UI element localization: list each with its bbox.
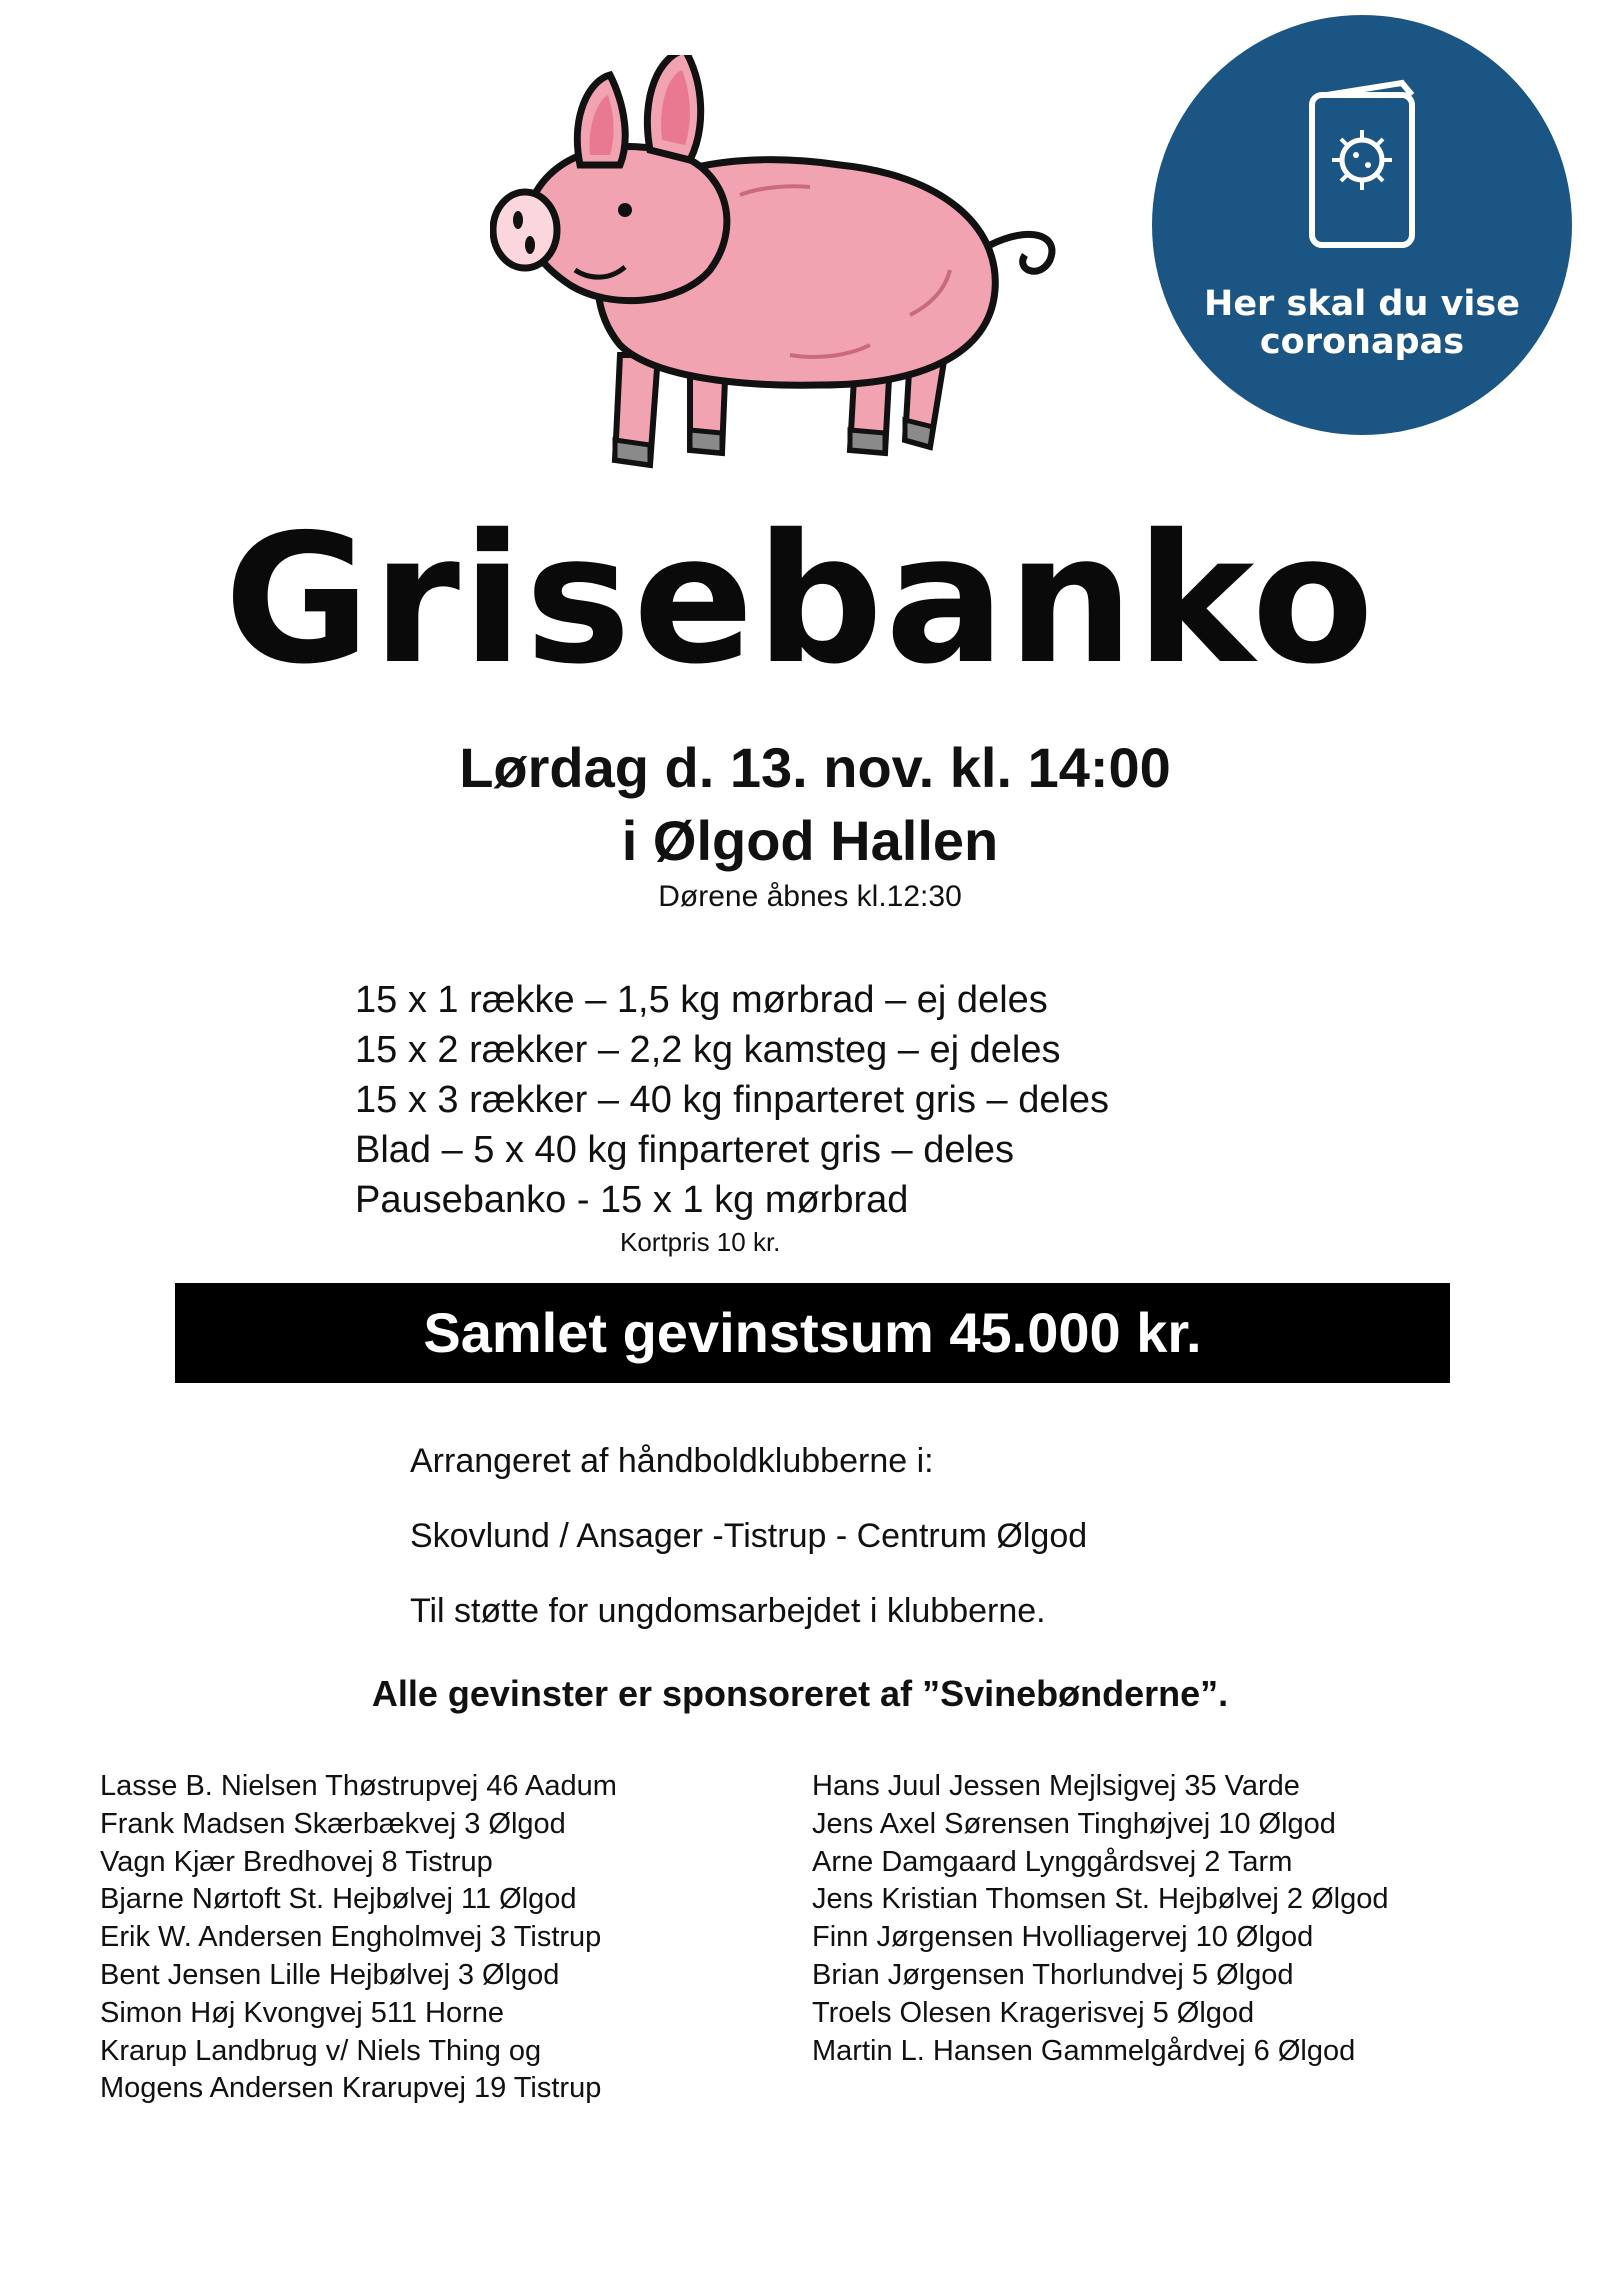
doors-open-time: Dørene åbnes kl.12:30 — [658, 880, 962, 913]
sponsor-item: Vagn Kjær Bredhovej 8 Tistrup — [100, 1845, 493, 1878]
total-prize-text: Samlet gevinstsum 45.000 kr. — [423, 1301, 1202, 1364]
sponsor-item: Krarup Landbrug v/ Niels Thing og — [100, 2034, 542, 2067]
sponsor-item: Martin L. Hansen Gammelgårdvej 6 Ølgod — [812, 2034, 1356, 2067]
prize-row: Blad – 5 x 40 kg finparteret gris – deles — [355, 1129, 1015, 1171]
sponsor-item: Lasse B. Nielsen Thøstrupvej 46 Aadum — [100, 1770, 617, 1802]
sponsors-left-column — [100, 1768, 780, 2108]
sponsor-item: Troels Olesen Kragerisvej 5 Ølgod — [812, 1996, 1255, 2029]
prize-row: 15 x 2 rækker – 2,2 kg kamsteg – ej deles — [355, 1029, 1061, 1071]
badge-line-2: coronapas — [1259, 322, 1465, 362]
badge-text — [1152, 285, 1572, 361]
pig-illustration — [490, 55, 1080, 475]
sponsor-item: Finn Jørgensen Hvolliagervej 10 Ølgod — [812, 1921, 1314, 1954]
sponsor-item: Erik W. Andersen Engholmvej 3 Tistrup — [100, 1921, 602, 1954]
coronapas-passport-icon — [1292, 75, 1432, 275]
sponsor-item: Simon Høj Kvongvej 511 Horne — [100, 1996, 505, 2029]
organizer-info — [410, 1440, 1310, 1665]
total-prize-banner — [175, 1283, 1450, 1383]
organizer-intro: Arrangeret af håndboldklubberne i: — [410, 1442, 934, 1480]
sponsor-statement: Alle gevinster er sponsoreret af ”Svinebønderne”. — [371, 1673, 1229, 1714]
sponsor-item: Frank Madsen Skærbækvej 3 Ølgod — [100, 1807, 566, 1840]
page-title: Grisebanko — [224, 496, 1376, 703]
coronapas-badge — [1152, 15, 1572, 435]
organizer-support: Til støtte for ungdomsarbejdet i klubberne. — [410, 1592, 1046, 1630]
sponsor-item: Jens Axel Sørensen Tinghøjvej 10 Ølgod — [812, 1807, 1336, 1840]
sponsor-item: Mogens Andersen Krarupvej 19 Tistrup — [100, 2072, 602, 2105]
prize-row: 15 x 1 række – 1,5 kg mørbrad – ej deles — [355, 979, 1048, 1021]
sponsor-item: Bjarne Nørtoft St. Hejbølvej 11 Ølgod — [100, 1883, 577, 1916]
sponsor-item: Brian Jørgensen Thorlundvej 5 Ølgod — [812, 1958, 1294, 1991]
badge-line-1: Her skal du vise — [1204, 284, 1520, 324]
organizer-clubs: Skovlund / Ansager -Tistrup - Centrum Ølgod — [410, 1517, 1088, 1555]
sponsor-item: Jens Kristian Thomsen St. Hejbølvej 2 Ølgod — [812, 1883, 1389, 1916]
sponsors-right-column — [812, 1768, 1572, 2070]
event-date: Lørdag d. 13. nov. kl. 14:00 — [459, 736, 1171, 799]
prize-row: Pausebanko - 15 x 1 kg mørbrad — [355, 1179, 909, 1221]
sponsor-item: Arne Damgaard Lynggårdsvej 2 Tarm — [812, 1845, 1293, 1878]
sponsor-item: Bent Jensen Lille Hejbølvej 3 Ølgod — [100, 1958, 560, 1991]
event-venue: i Ølgod Hallen — [621, 809, 999, 872]
sponsor-item: Hans Juul Jessen Mejlsigvej 35 Varde — [812, 1770, 1300, 1802]
card-price: Kortpris 10 kr. — [620, 1227, 781, 1257]
prize-row: 15 x 3 rækker – 40 kg finparteret gris – deles — [355, 1079, 1110, 1121]
prize-list — [355, 975, 1355, 1225]
